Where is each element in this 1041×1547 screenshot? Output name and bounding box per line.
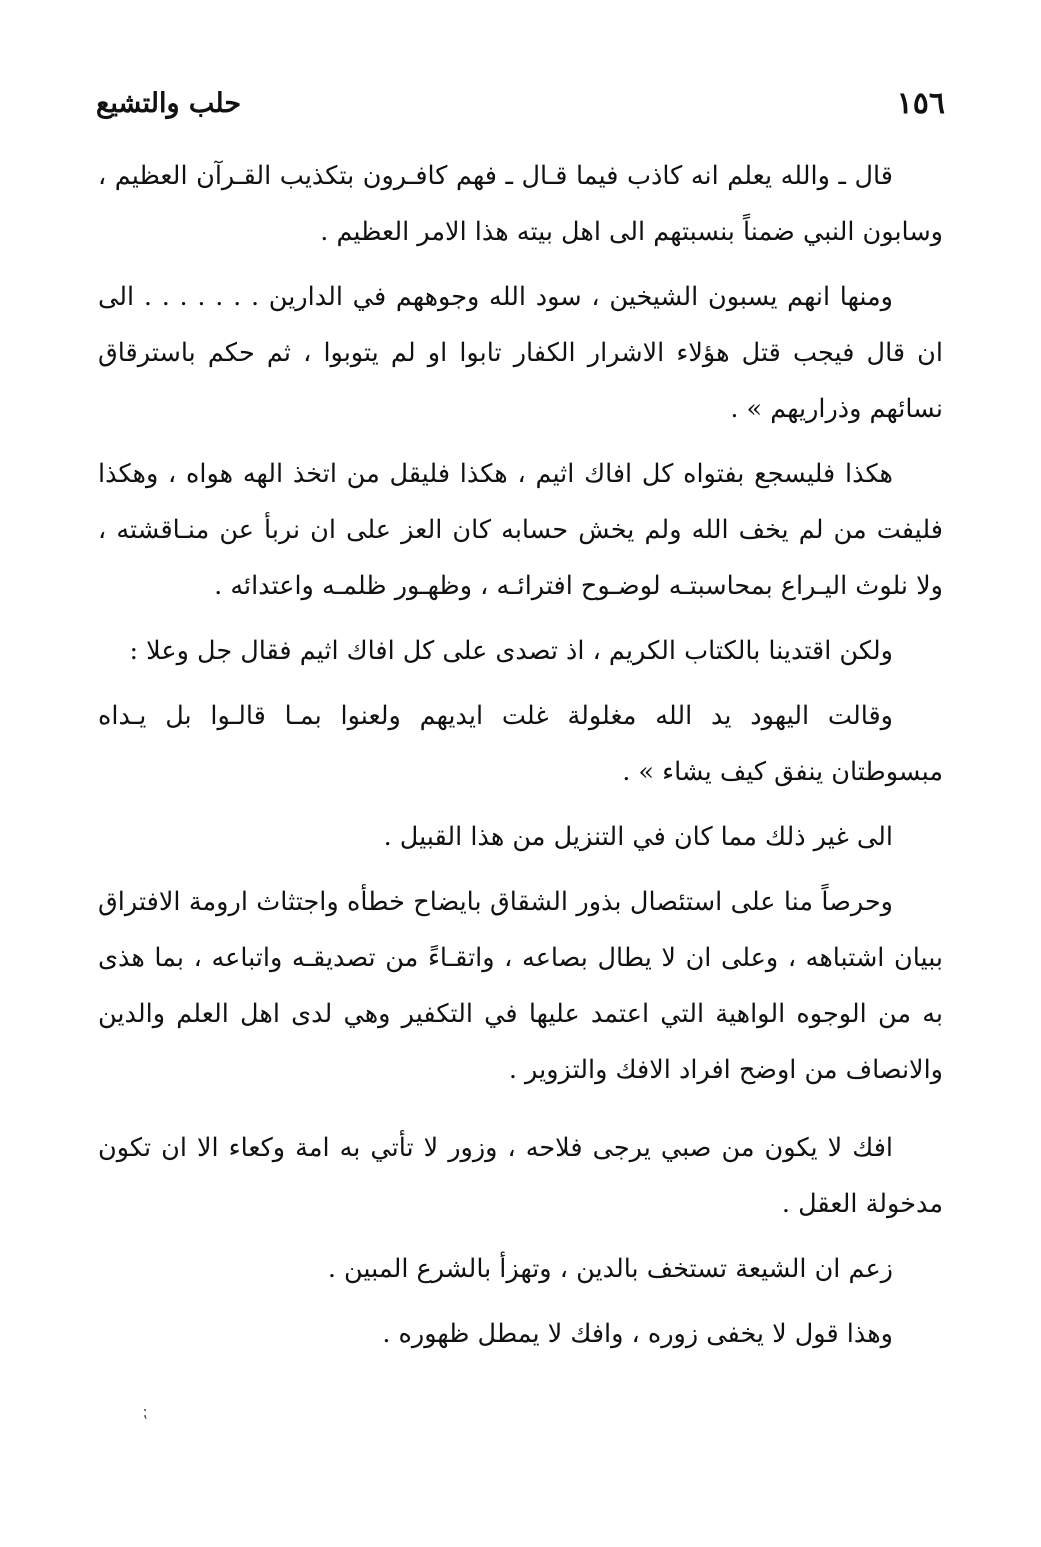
quran-quote-paragraph: وقالت اليهود يد الله مغلولة غلت ايديهم ولعنوا بمـا قالـوا بل يـداه مبسوطتان ينفق كيف يشاء » .: [98, 701, 943, 787]
paragraph: زعم ان الشيعة تستخف بالدين ، وتهزأ بالشرع المبين .: [327, 1254, 893, 1284]
page-body: [98, 148, 943, 1371]
stray-ink-mark: ⁏: [142, 1402, 148, 1421]
paragraph: افك لا يكون من صبي يرجى فلاحه ، وزور لا تأتي به امة وكعاء الا ان تكون مدخولة العقل .: [98, 1133, 943, 1219]
paragraph: وحرصاً منا على استئصال بذور الشقاق بايضاح خطأه واجتثاث ارومة الافتراق ببيان اشتباهه ، وعلى ان لا يطال بصاعه ، واتقـاءً من تصديقـه واتباعه ، بما هذى به من الوجوه الواهية التي اعتمد عليها في التكفير وهي لدى اهل العلم والدين والانصاف من اوضح افراد الافك والتزوير .: [98, 887, 943, 1085]
paragraph: قال ـ والله يعلم انه كاذب فيما قـال ـ فهم كافـرون بتكذيب القـرآن العظيم ، وسابون النبي ضمناً بنسبتهم الى اهل بيته هذا الامر العظيم .: [98, 161, 943, 247]
paragraph: الى غير ذلك مما كان في التنزيل من هذا القبيل .: [383, 822, 893, 852]
page-header: [96, 84, 945, 132]
running-title: حلب والتشيع: [96, 88, 242, 119]
paragraph: ولكن اقتدينا بالكتاب الكريم ، اذ تصدى على كل افاك اثيم فقال جل وعلا :: [129, 636, 893, 666]
paragraph: وهذا قول لا يخفى زوره ، وافك لا يمطل ظهوره .: [382, 1319, 893, 1349]
paragraph: ومنها انهم يسبون الشيخين ، سود الله وجوههم في الدارين . . . . . . . الى ان قال فيجب قتل هؤلاء الاشرار الكفار تابوا او لم يتوبوا ، ثم حكم باسترقاق نسائهم وذراريهم » .: [98, 282, 943, 424]
paragraph: هكذا فليسجع بفتواه كل افاك اثيم ، هكذا فليقل من اتخذ الهه هواه ، وهكذا فليفت من لم يخف الله ولم يخش حسابه كان العز على ان نربأ عن منـاقشته ، ولا نلوث اليـراع بمحاسبتـه لوضـوح افترائـه ، وظهـور ظلمـه واعتدائه .: [98, 459, 943, 601]
page-number: ١٥٦: [896, 86, 945, 121]
